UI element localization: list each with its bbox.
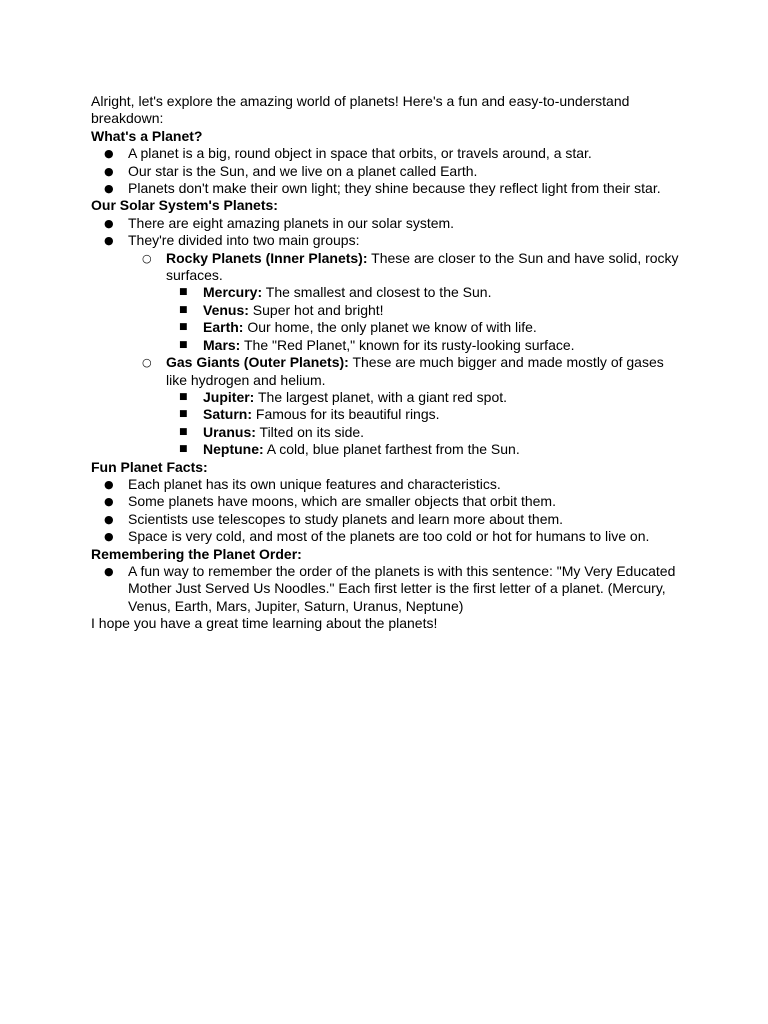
document-page	[91, 93, 681, 633]
group-label: Rocky Planets (Inner Planets):	[166, 249, 368, 266]
fun-facts-list	[91, 476, 681, 546]
list-item-text: Our star is the Sun, and we live on a planet called Earth.	[128, 162, 478, 179]
planet-description: Tilted on its side.	[255, 423, 365, 440]
planet-item-uranus	[91, 424, 681, 441]
planet-name: Saturn:	[203, 406, 252, 423]
outro-paragraph: I hope you have a great time learning about the planets!	[91, 615, 438, 632]
list-item-text: A planet is a big, round object in space that orbits, or travels around, a star.	[128, 145, 592, 162]
bullet-icon: ●	[104, 512, 114, 526]
planet-name: Neptune:	[203, 441, 264, 458]
bullet-icon: ●	[104, 564, 114, 578]
list-item	[91, 563, 681, 615]
planet-name: Jupiter:	[203, 388, 255, 405]
planet-item-mercury	[91, 284, 681, 301]
planet-description: The largest planet, with a giant red spot.	[254, 388, 508, 405]
list-item	[91, 180, 681, 197]
planet-description: The smallest and closest to the Sun.	[262, 284, 492, 301]
planet-name: Venus:	[203, 301, 249, 318]
list-item	[91, 528, 681, 545]
planet-item-neptune	[91, 441, 681, 458]
list-item	[91, 163, 681, 180]
bullet-icon: ●	[104, 164, 114, 178]
list-item	[91, 232, 681, 249]
intro-paragraph: Alright, let's explore the amazing world of planets! Here's a fun and easy-to-understand breakdown:	[91, 93, 630, 127]
heading-planet-order: Remembering the Planet Order:	[91, 545, 302, 562]
bullet-icon: ●	[104, 477, 114, 491]
group-item-gas-giants	[91, 354, 681, 389]
bullet-icon: ●	[104, 216, 114, 230]
planet-description: Super hot and bright!	[248, 301, 384, 318]
square-bullet-icon: ■	[179, 391, 188, 402]
planet-item-saturn	[91, 406, 681, 423]
list-item-text: Scientists use telescopes to study planets and learn more about them.	[128, 510, 564, 527]
square-bullet-icon: ■	[179, 426, 188, 437]
list-item	[91, 511, 681, 528]
planet-name: Uranus:	[203, 423, 256, 440]
solar-system-list	[91, 215, 681, 459]
list-item	[91, 493, 681, 510]
group-item-rocky-planets	[91, 250, 681, 285]
hollow-circle-bullet-icon: ○	[142, 356, 152, 370]
planet-item-jupiter	[91, 389, 681, 406]
list-item-text: A fun way to remember the order of the planets is with this sentence: "My Very Educated Mother Just Served Us Noodles." Each first letter is the first letter of a planet. (Mercury, Venus, Earth, Mars, Jupiter, Saturn, Uranus, Neptune)	[128, 562, 676, 614]
heading-what-is-a-planet: What's a Planet?	[91, 127, 203, 144]
planet-description: The "Red Planet," known for its rusty-looking surface.	[240, 336, 575, 353]
list-item-text: Space is very cold, and most of the planets are too cold or hot for humans to live on.	[128, 528, 650, 545]
square-bullet-icon: ■	[179, 304, 188, 315]
list-item	[91, 476, 681, 493]
bullet-icon: ●	[104, 530, 114, 544]
list-item-text: Each planet has its own unique features and characteristics.	[128, 475, 501, 492]
planet-description: Our home, the only planet we know of with life.	[243, 319, 537, 336]
planet-name: Mercury:	[203, 284, 263, 301]
planet-item-mars	[91, 337, 681, 354]
bullet-icon: ●	[104, 182, 114, 196]
hollow-circle-bullet-icon: ○	[142, 251, 152, 265]
list-item-text: They're divided into two main groups:	[128, 232, 360, 249]
planet-item-earth	[91, 319, 681, 336]
heading-solar-system: Our Solar System's Planets:	[91, 197, 278, 214]
bullet-icon: ●	[104, 495, 114, 509]
planet-order-list	[91, 563, 681, 615]
list-item	[91, 145, 681, 162]
group-label: Gas Giants (Outer Planets):	[166, 354, 349, 371]
planet-item-venus	[91, 302, 681, 319]
list-item	[91, 215, 681, 232]
square-bullet-icon: ■	[179, 322, 188, 333]
group-description: These are much bigger and made mostly of gases like hydrogen and helium.	[166, 354, 664, 388]
planet-description: Famous for its beautiful rings.	[252, 406, 440, 423]
bullet-icon: ●	[104, 147, 114, 161]
bullet-icon: ●	[104, 234, 114, 248]
planet-name: Mars:	[203, 336, 241, 353]
square-bullet-icon: ■	[179, 444, 188, 455]
square-bullet-icon: ■	[179, 339, 188, 350]
list-item-text: Some planets have moons, which are smaller objects that orbit them.	[128, 493, 556, 510]
planet-name: Earth:	[203, 319, 244, 336]
heading-fun-facts: Fun Planet Facts:	[91, 458, 208, 475]
list-item-text: There are eight amazing planets in our solar system.	[128, 214, 455, 231]
group-description: These are closer to the Sun and have solid, rocky surfaces.	[166, 249, 679, 284]
what-is-a-planet-list	[91, 145, 681, 197]
list-item-text: Planets don't make their own light; they shine because they reflect light from their star.	[128, 180, 661, 197]
square-bullet-icon: ■	[179, 287, 188, 298]
planet-description: A cold, blue planet farthest from the Sun.	[263, 441, 520, 458]
square-bullet-icon: ■	[179, 409, 188, 420]
